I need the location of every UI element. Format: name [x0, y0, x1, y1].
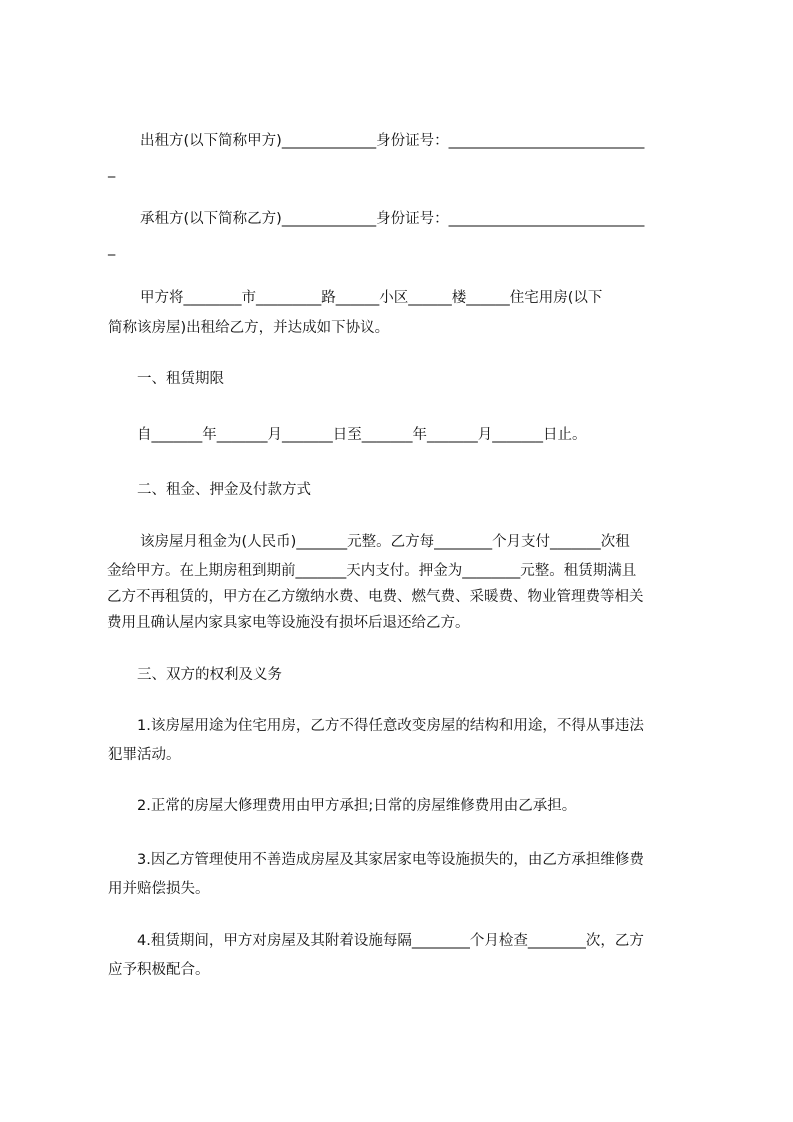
clause-4-line: 应予积极配合。: [108, 962, 210, 978]
lessee-line: 承租方(以下简称乙方)_____________身份证号：___________________________: [140, 211, 645, 227]
lessee-line-continuation: _: [108, 240, 116, 256]
intro-paragraph-line: 简称该房屋)出租给乙方，并达成如下协议。: [108, 320, 390, 336]
lessor-line-continuation: _: [108, 162, 116, 178]
clause-1-line: 犯罪活动。: [108, 747, 181, 763]
clause-3-line: 用并赔偿损失。: [108, 881, 210, 897]
clause-1-line: 1.该房屋用途为住宅用房，乙方不得任意改变房屋的结构和用途，不得从事违法: [137, 718, 644, 734]
intro-paragraph-line: 甲方将________市_________路______小区______楼______住宅用房(以下: [140, 290, 603, 306]
rent-paragraph-line: 金给甲方。在上期房租到期前_______天内支付。押金为________元整。租赁期满且: [107, 563, 637, 579]
rent-paragraph-line: 乙方不再租赁的，甲方在乙方缴纳水费、电费、燃气费、采暖费、物业管理费等相关: [107, 589, 644, 605]
section-heading-lease-term: 一、租赁期限: [137, 371, 224, 387]
rent-paragraph-line: 该房屋月租金为(人民币)_______元整。乙方每________个月支付_______次租: [140, 534, 630, 550]
lessor-line: 出租方(以下简称甲方)_____________身份证号：___________________________: [140, 133, 645, 149]
clause-2-line: 2.正常的房屋大修理费用由甲方承担;日常的房屋维修费用由乙承担。: [137, 798, 577, 814]
rent-paragraph-line: 费用且确认屋内家具家电等设施没有损坏后退还给乙方。: [107, 615, 470, 631]
lease-term-text: 自_______年_______月_______日至_______年_______月_______日止。: [137, 427, 587, 443]
clause-4-line: 4.租赁期间，甲方对房屋及其附着设施每隔________个月检查________次，乙方: [137, 933, 644, 949]
section-heading-rent: 二、租金、押金及付款方式: [137, 482, 311, 498]
clause-3-line: 3.因乙方管理使用不善造成房屋及其家居家电等设施损失的，由乙方承担维修费: [137, 852, 644, 868]
section-heading-rights: 三、双方的权利及义务: [137, 667, 282, 683]
